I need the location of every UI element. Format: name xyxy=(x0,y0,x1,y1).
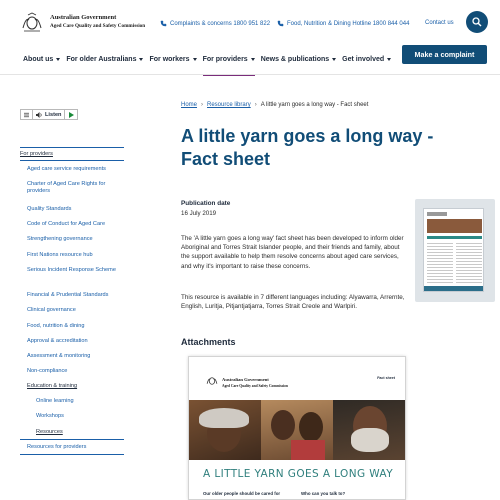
sidebar-divider xyxy=(20,454,124,455)
preview-gov-title: Australian Government xyxy=(222,377,269,382)
attachments-heading: Attachments xyxy=(181,337,236,347)
preview-photo-strip xyxy=(189,400,405,460)
phone-icon xyxy=(160,20,167,27)
sidebar-item-quality-standards[interactable]: Quality Standards xyxy=(27,206,72,212)
description-paragraph: The 'A little yarn goes a long way' fact sheet has been developed to inform older Aboriginal and Torres Strait Islander people, and their friends and family, about the support available to help them resolve concerns about aged care services, and why it's important to raise these concerns. xyxy=(181,235,404,270)
nav-label: About us xyxy=(23,56,54,63)
fact-sheet-thumbnail xyxy=(423,208,484,292)
preview-commission: Aged Care Quality and Safety Commission xyxy=(222,384,288,388)
nav-label: For providers xyxy=(202,56,248,63)
sidebar-item-governance[interactable]: Strengthening governance xyxy=(27,236,93,242)
main-nav xyxy=(23,56,397,63)
nav-get-involved[interactable] xyxy=(342,56,391,63)
commission-name: Aged Care Quality and Safety Commission xyxy=(50,23,146,29)
speaker-icon xyxy=(36,112,43,118)
nav-for-older-australians[interactable] xyxy=(66,56,143,63)
sidebar-item-non-compliance[interactable]: Non-compliance xyxy=(27,368,68,374)
food-hotline-link[interactable] xyxy=(277,20,409,27)
listen-button[interactable] xyxy=(33,110,65,119)
nav-for-providers[interactable] xyxy=(203,56,255,63)
search-button[interactable] xyxy=(466,11,488,33)
nav-label: News & publications xyxy=(260,56,330,63)
photo-women-talking xyxy=(261,400,333,460)
nav-label: For older Australians xyxy=(66,56,137,63)
food-hotline-label: Food, Nutrition & Dining Hotline 1800 844 044 xyxy=(287,20,410,27)
preview-col1: Our older people should be cared for xyxy=(203,491,281,496)
menu-button[interactable] xyxy=(21,110,33,119)
thumbnail-text-column xyxy=(456,243,482,283)
sidebar-item-service-requirements[interactable]: Aged care service requirements xyxy=(27,166,106,172)
phone-icon xyxy=(277,20,284,27)
sidebar-item-financial[interactable]: Financial & Prudential Standards xyxy=(27,292,109,298)
chevron-down-icon xyxy=(193,58,197,61)
sidebar-item-resources[interactable]: Resources xyxy=(36,429,63,435)
breadcrumb-current: A little yarn goes a long way - Fact sheet xyxy=(260,102,369,108)
header-divider xyxy=(0,74,500,75)
publication-date-value: 16 July 2019 xyxy=(181,210,217,217)
sidebar-item-sirs[interactable]: Serious Incident Response Scheme xyxy=(27,267,116,273)
thumbnail-photo xyxy=(427,219,482,233)
chevron-right-icon: › xyxy=(201,102,204,108)
search-icon xyxy=(472,17,482,27)
languages-paragraph: This resource is available in 7 different languages including: Alyawarra, Arrernte, English, Luritja, Pitjantjatjarra, Torres Strait Creole and Warlpiri. xyxy=(181,294,405,311)
sidebar-item-approval[interactable]: Approval & accreditation xyxy=(27,338,88,344)
nav-about-us[interactable] xyxy=(23,56,60,63)
coat-of-arms-logo xyxy=(205,375,219,387)
breadcrumb-home[interactable]: Home xyxy=(181,102,198,108)
nav-label: For workers xyxy=(149,56,190,63)
government-title: Australian Government xyxy=(50,14,117,21)
complaints-phone-link[interactable] xyxy=(160,20,270,27)
thumbnail-footer xyxy=(424,286,483,291)
sidebar-item-education[interactable]: Education & training xyxy=(27,383,78,389)
top-bar xyxy=(0,0,500,42)
chevron-down-icon xyxy=(56,58,60,61)
coat-of-arms-logo xyxy=(20,12,44,34)
breadcrumb xyxy=(181,102,368,108)
sidebar-divider xyxy=(20,147,124,148)
chevron-down-icon xyxy=(251,58,255,61)
sidebar-item-workshops[interactable]: Workshops xyxy=(36,413,64,419)
sidebar-divider xyxy=(20,439,124,440)
page-title: A little yarn goes a long way - Fact sheet xyxy=(181,126,434,169)
thumbnail-headline xyxy=(427,236,482,239)
listen-label: Listen xyxy=(45,111,62,118)
sidebar-item-charter[interactable]: Charter of Aged Care Rights for providers xyxy=(27,181,106,194)
attachment-preview[interactable] xyxy=(188,356,406,500)
sidebar-divider xyxy=(20,160,124,161)
preview-headline: A LITTLE YARN GOES A LONG WAY xyxy=(203,468,394,480)
nav-for-workers[interactable] xyxy=(149,56,196,63)
sidebar-item-code-of-conduct[interactable]: Code of Conduct for Aged Care xyxy=(27,221,106,227)
sidebar-item-first-nations[interactable]: First Nations resource hub xyxy=(27,252,93,258)
thumbnail-text-column xyxy=(427,243,453,283)
nav-label: Get involved xyxy=(342,56,385,63)
publication-date-label: Publication date xyxy=(181,200,231,207)
play-icon xyxy=(69,112,74,118)
breadcrumb-resource-library[interactable]: Resource library xyxy=(207,102,251,108)
sidebar-item-clinical[interactable]: Clinical governance xyxy=(27,307,76,313)
sidebar-item-resources-for-providers[interactable]: Resources for providers xyxy=(27,444,87,450)
chevron-down-icon xyxy=(387,58,391,61)
preview-col2: Who can you talk to? xyxy=(301,491,346,496)
thumbnail-logo xyxy=(427,212,447,216)
sidebar-item-food[interactable]: Food, nutrition & dining xyxy=(27,323,85,329)
play-button[interactable] xyxy=(65,110,77,119)
chevron-down-icon xyxy=(332,58,336,61)
contact-us-link[interactable]: Contact us xyxy=(425,20,454,26)
menu-icon xyxy=(24,112,29,118)
fact-sheet-thumbnail-card[interactable] xyxy=(415,199,495,302)
listen-toolbar xyxy=(20,109,78,120)
sidebar-item-for-providers[interactable]: For providers xyxy=(20,151,53,157)
preview-tag: Fact sheet xyxy=(377,376,395,380)
chevron-down-icon xyxy=(139,58,143,61)
make-complaint-button[interactable]: Make a complaint xyxy=(402,45,487,64)
sidebar-item-assessment[interactable]: Assessment & monitoring xyxy=(27,353,91,359)
nav-news-publications[interactable] xyxy=(261,56,336,63)
complaints-phone-label: Complaints & concerns 1800 951 822 xyxy=(170,20,271,27)
photo-elder-man xyxy=(333,400,405,460)
photo-elder-woman xyxy=(189,400,261,460)
chevron-right-icon: › xyxy=(254,102,257,108)
sidebar-item-online-learning[interactable]: Online learning xyxy=(36,398,74,404)
